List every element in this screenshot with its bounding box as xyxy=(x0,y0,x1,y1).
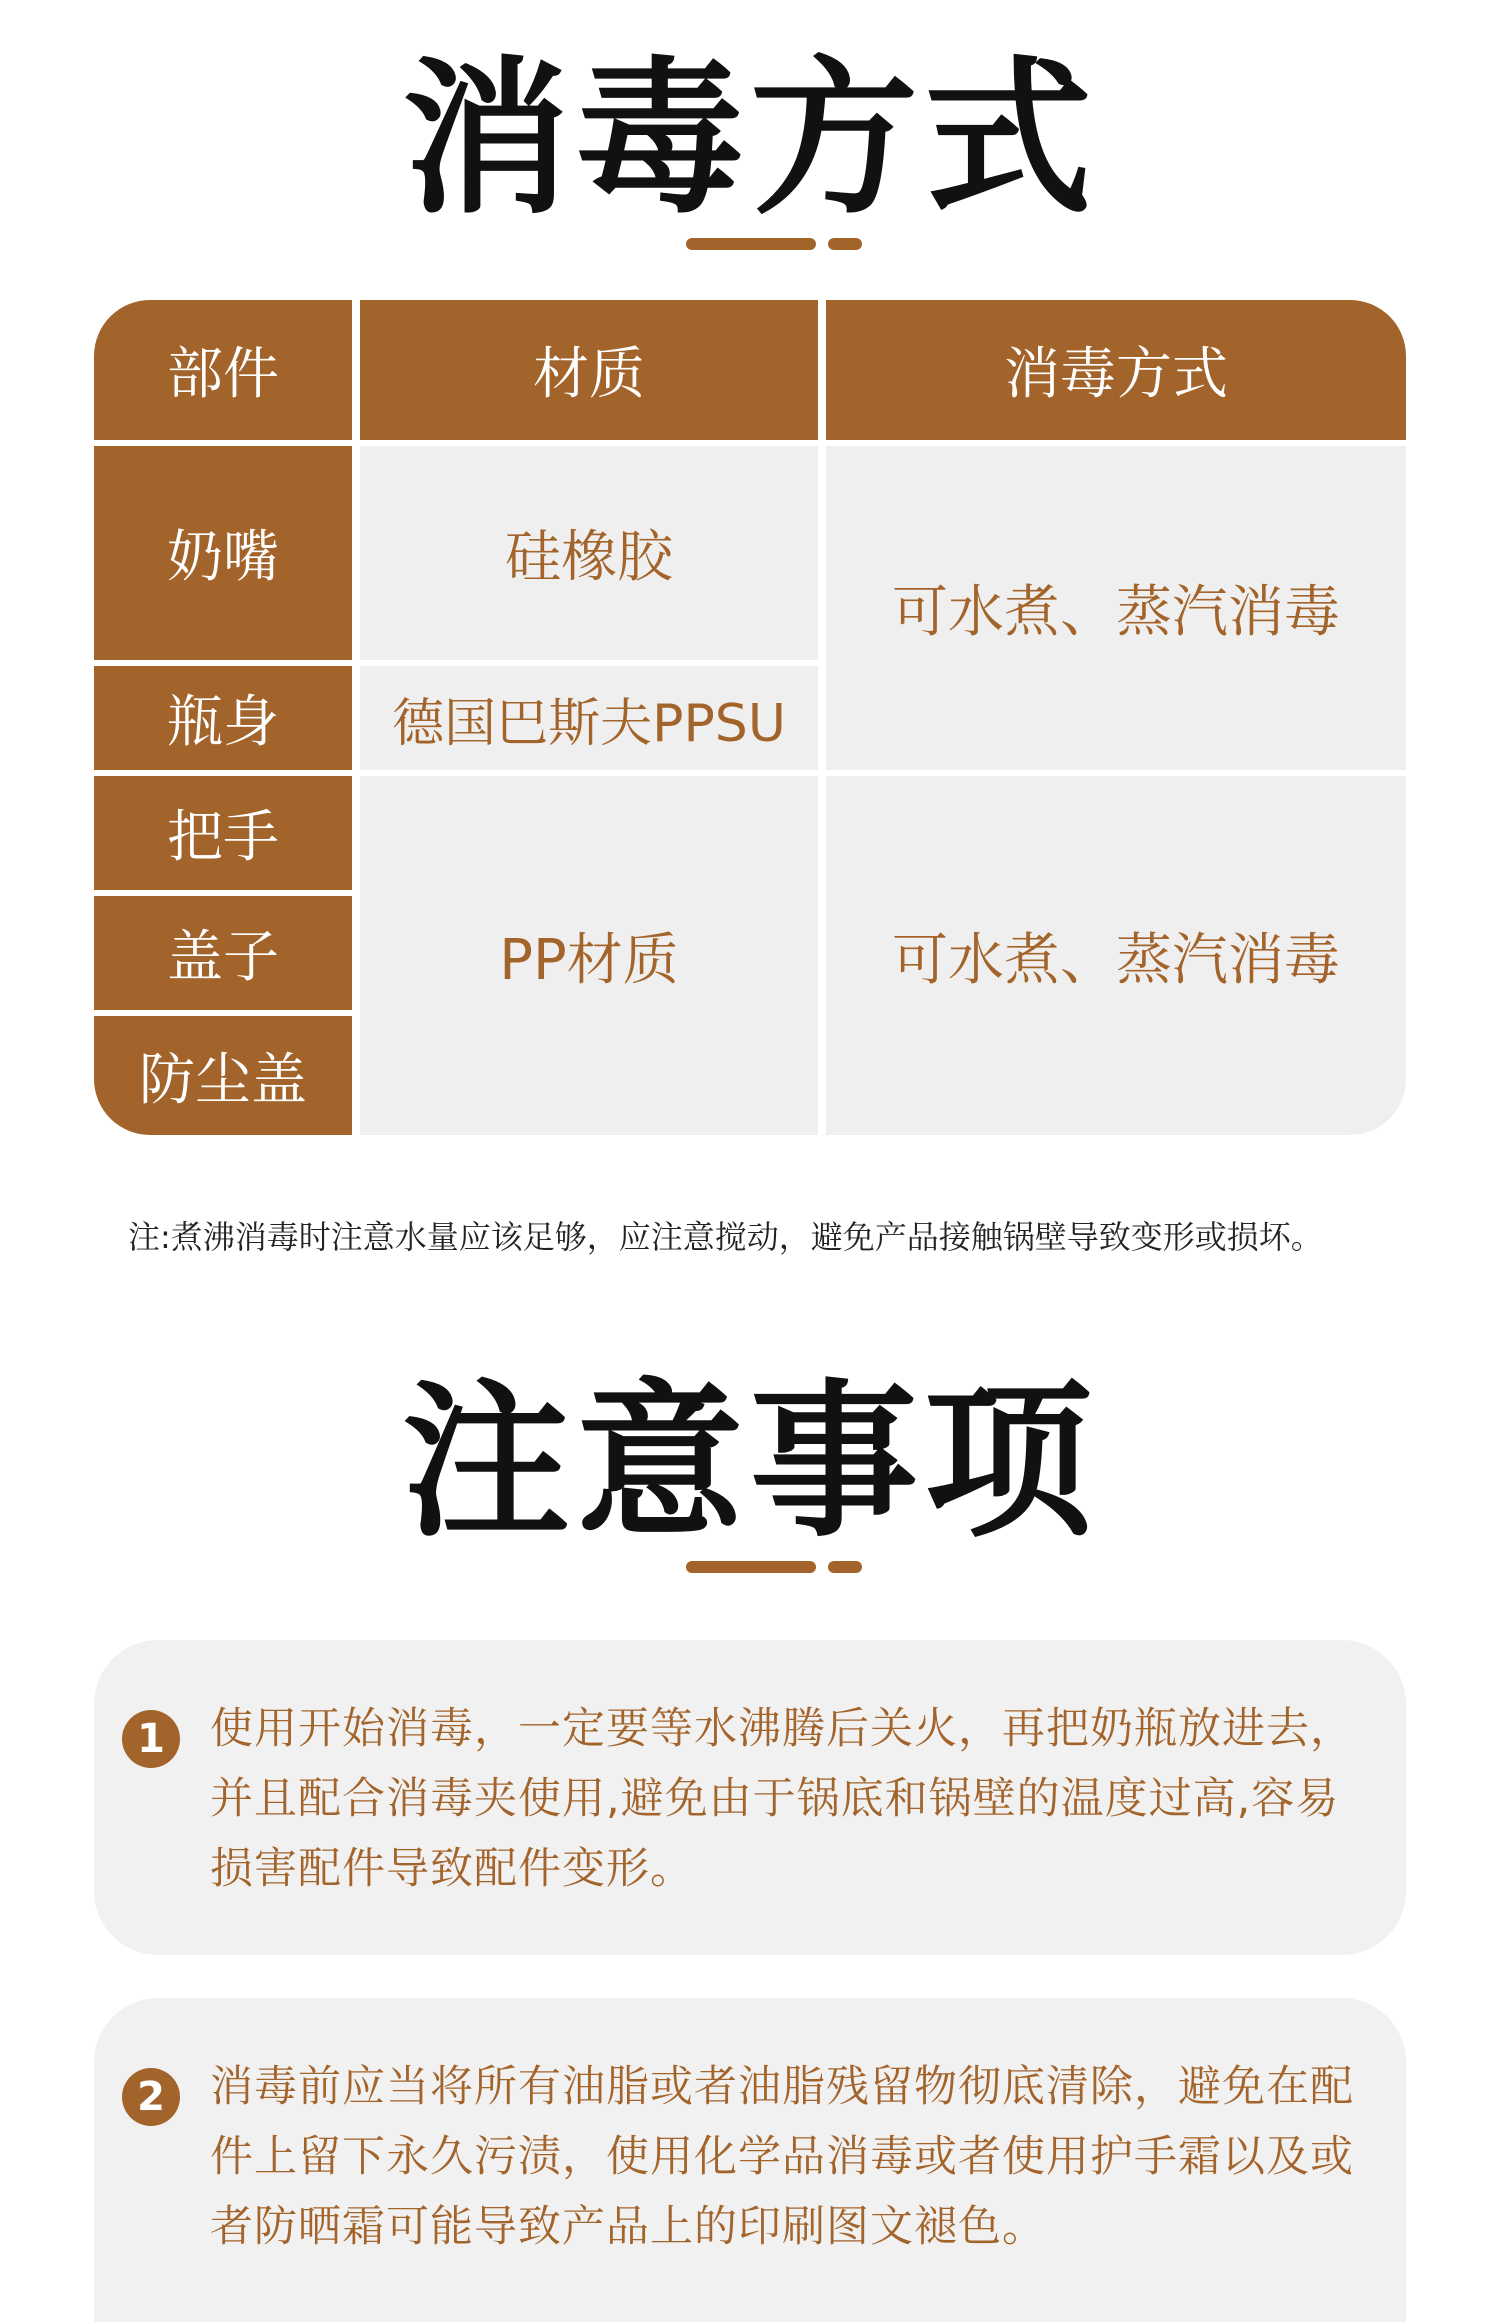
method-boil-steam-2: 可水煮、蒸汽消毒 xyxy=(826,776,1406,1135)
disinfection-table xyxy=(94,300,1406,1135)
title-underline-short-2 xyxy=(828,1561,862,1573)
material-silicone: 硅橡胶 xyxy=(360,446,818,660)
title-underline-long-2 xyxy=(686,1561,816,1573)
notice-number-badge-1: 1 xyxy=(122,1710,180,1768)
notice-card-2 xyxy=(94,1998,1406,2322)
title-underline-long xyxy=(686,238,816,250)
notice-number-badge-2: 2 xyxy=(122,2068,180,2126)
notice-text-1: 使用开始消毒，一定要等水沸腾后关火，再把奶瓶放进去，并且配合消毒夹使用,避免由于锅底和锅壁的温度过高,容易损害配件导致配件变形。 xyxy=(210,1704,1354,1894)
part-handle: 把手 xyxy=(94,776,352,890)
header-part: 部件 xyxy=(94,300,352,440)
method-boil-steam-1: 可水煮、蒸汽消毒 xyxy=(826,446,1406,770)
material-ppsu: 德国巴斯夫PPSU xyxy=(360,666,818,770)
part-bottle-body: 瓶身 xyxy=(94,666,352,770)
part-lid: 盖子 xyxy=(94,896,352,1010)
section-title-precautions: 注意事项 xyxy=(402,1364,1098,1560)
header-method: 消毒方式 xyxy=(826,300,1406,440)
title-underline-short xyxy=(828,238,862,250)
material-pp: PP材质 xyxy=(360,776,818,1135)
notice-card-1 xyxy=(94,1640,1406,1955)
part-dust-cover: 防尘盖 xyxy=(94,1016,352,1135)
section-title-disinfection: 消毒方式 xyxy=(402,41,1098,237)
header-material: 材质 xyxy=(360,300,818,440)
table-note: 注:煮沸消毒时注意水量应该足够，应注意搅动，避免产品接触锅壁导致变形或损坏。 xyxy=(128,1218,1323,1256)
part-nipple: 奶嘴 xyxy=(94,446,352,660)
notice-text-2: 消毒前应当将所有油脂或者油脂残留物彻底清除，避免在配件上留下永久污渍，使用化学品消毒或者使用护手霜以及或者防晒霜可能导致产品上的印刷图文褪色。 xyxy=(210,2062,1354,2252)
